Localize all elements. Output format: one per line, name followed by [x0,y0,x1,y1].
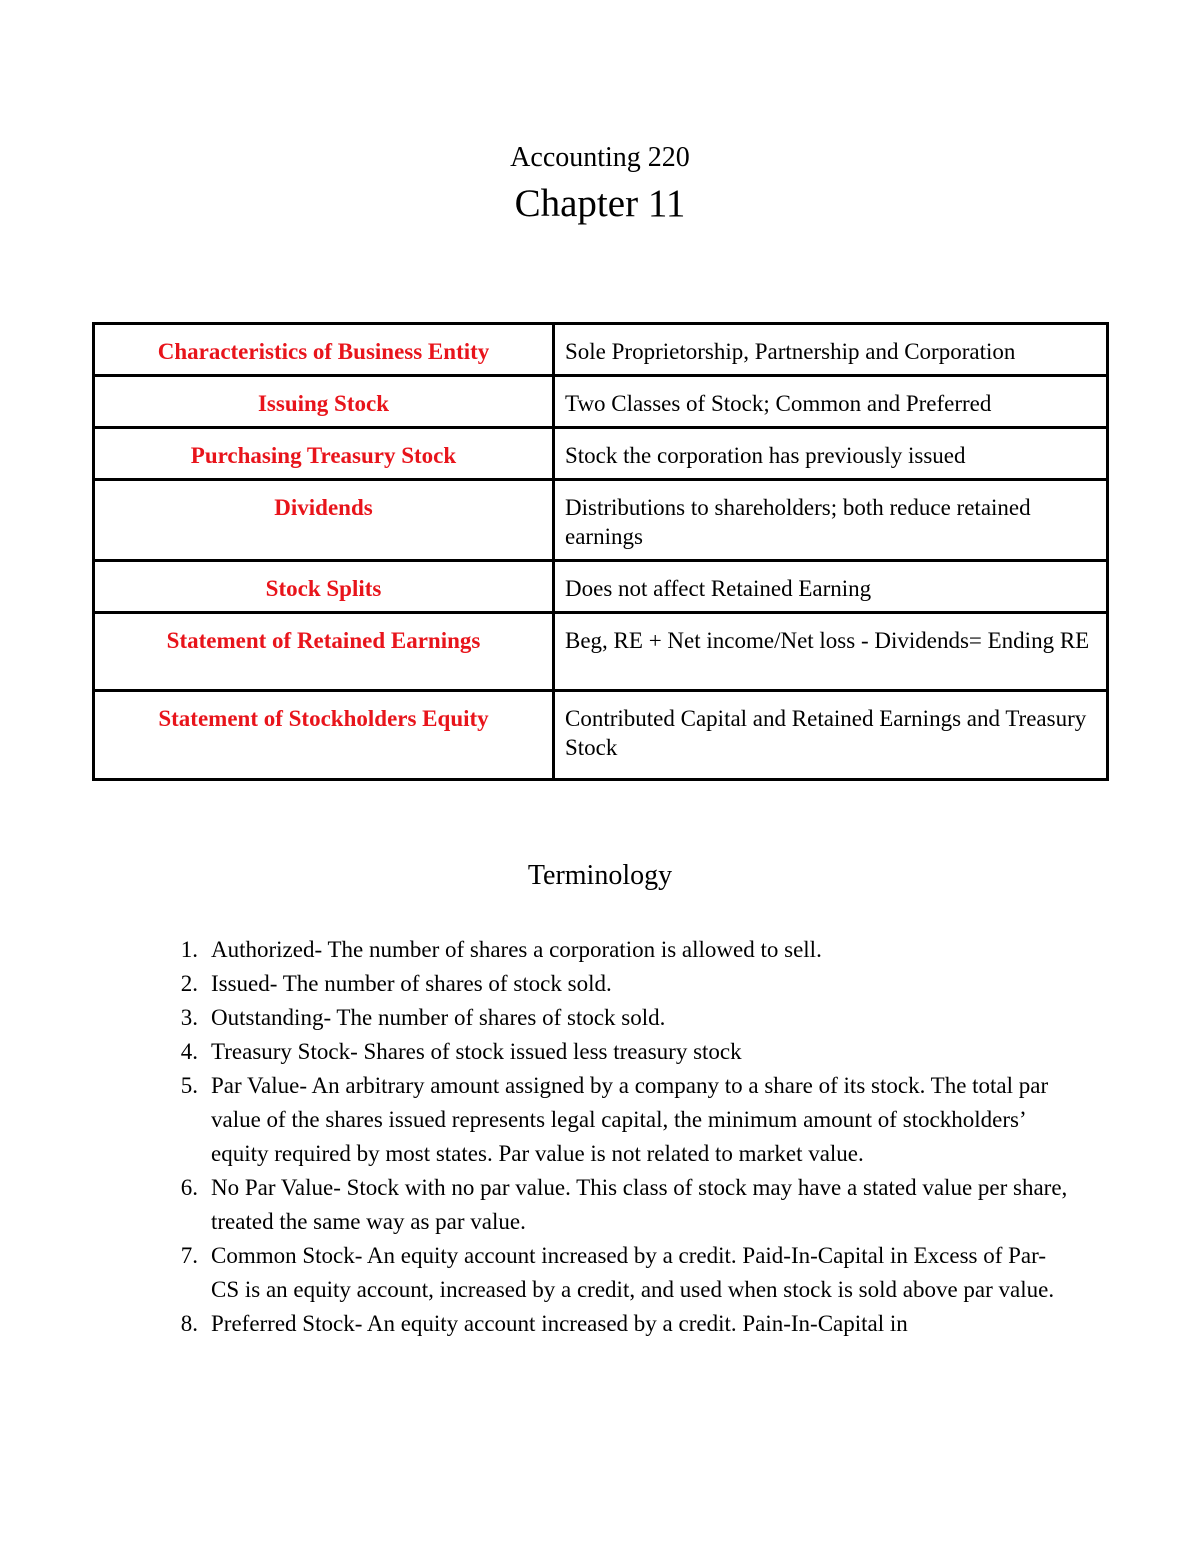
list-item-number: 2. [180,971,198,996]
topic-cell [94,376,554,428]
list-item-number: 6. [180,1175,198,1200]
table-row [94,561,1108,613]
table-row [94,324,1108,376]
description-text: Distributions to shareholders; both reduce retained earnings [565,495,1031,549]
description-text: Sole Proprietorship, Partnership and Corporation [565,339,1016,364]
terminology-heading: Terminology [527,860,673,891]
table-row [94,480,1108,561]
list-item-number: 3. [180,1005,198,1030]
topic-cell [94,324,554,376]
table-row [94,691,1108,780]
list-item-number: 7. [180,1243,198,1268]
description-cell [554,561,1108,613]
description-cell [554,691,1108,780]
chapter-title: Chapter 11 [514,182,686,225]
description-cell [554,428,1108,480]
list-item [168,967,1068,1001]
list-item-number: 1. [180,937,198,962]
list-item-text: Issued- The number of shares of stock sold. [211,971,612,996]
topic-cell [94,561,554,613]
topic-label: Statement of Retained Earnings [166,628,481,653]
table-row [94,613,1108,691]
list-item [168,1239,1068,1307]
list-item [168,1001,1068,1035]
topic-label: Characteristics of Business Entity [157,339,490,364]
list-item-text: No Par Value- Stock with no par value. This class of stock may have a stated value per share, treated the same way as par value. [211,1175,1068,1234]
topic-cell [94,613,554,691]
list-item-number: 4. [180,1039,198,1064]
list-item-text: Common Stock- An equity account increased by a credit. Paid-In-Capital in Excess of Par- CS is an equity account, increased by a credit, and used when stock is sold above par value. [211,1243,1055,1302]
list-item [168,1035,1068,1069]
summary-table [92,322,1109,781]
list-item [168,1307,1068,1341]
description-text: Beg, RE + Net income/Net loss - Dividends= Ending RE [565,628,1090,653]
topic-cell [94,428,554,480]
list-item [168,1171,1068,1239]
list-item-text: Preferred Stock- An equity account increased by a credit. Pain-In-Capital in [211,1311,908,1336]
table-row [94,376,1108,428]
description-text: Stock the corporation has previously issued [565,443,966,468]
list-item-text: Outstanding- The number of shares of stock sold. [211,1005,666,1030]
list-item [168,933,1068,967]
topic-cell [94,480,554,561]
topic-label: Stock Splits [265,576,382,601]
topic-label: Dividends [274,495,373,520]
description-text: Contributed Capital and Retained Earnings and Treasury Stock [565,706,1087,760]
description-cell [554,480,1108,561]
list-item-number: 5. [180,1073,198,1098]
description-cell [554,376,1108,428]
description-cell [554,324,1108,376]
topic-label: Purchasing Treasury Stock [190,443,457,468]
topic-cell [94,691,554,780]
list-item-number: 8. [180,1311,198,1336]
description-cell [554,613,1108,691]
description-text: Two Classes of Stock; Common and Preferred [565,391,992,416]
topic-label: Issuing Stock [257,391,390,416]
topic-label: Statement of Stockholders Equity [158,706,489,731]
list-item-text: Par Value- An arbitrary amount assigned by a company to a share of its stock. The total par value of the shares issued represents legal capital, the minimum amount of stockholders’ equity required by most states. Par value is not related to market value. [211,1073,1049,1166]
course-title: Accounting 220 [510,142,690,173]
list-item-text: Treasury Stock- Shares of stock issued less treasury stock [211,1039,742,1064]
list-item [168,1069,1068,1171]
table-row [94,428,1108,480]
description-text: Does not affect Retained Earning [565,576,872,601]
terminology-list [168,933,1068,1341]
list-item-text: Authorized- The number of shares a corporation is allowed to sell. [211,937,822,962]
